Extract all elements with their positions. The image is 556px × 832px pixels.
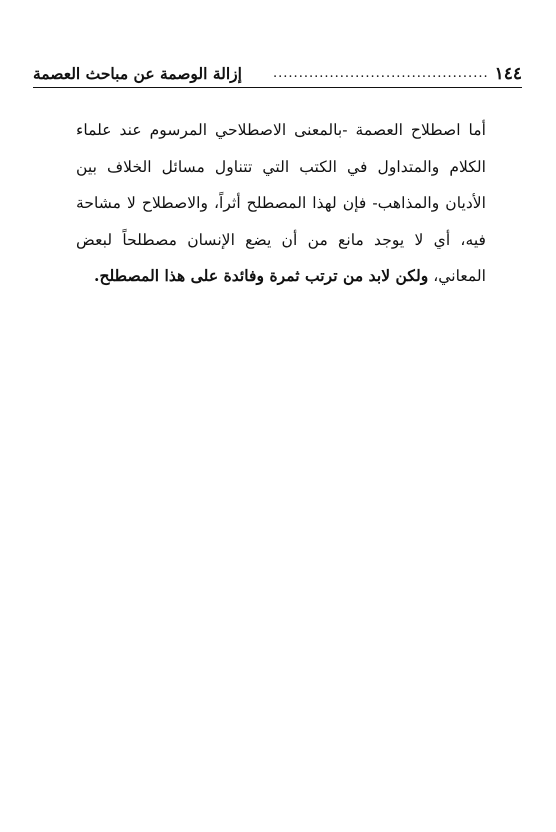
running-header [33, 62, 522, 88]
paragraph-normal-text: أما اصطلاح العصمة -بالمعنى الاصطلاحي المرسوم عند علماء الكلام والمتداول في الكتب التي تتناول مسائل الخلاف بين الأديان والمذاهب- فإن لهذا المصطلح أثراً، والاصطلاح لا مشاحة فيه، أي لا يوجد مانع من أن يضع الإنسان مصطلحاً لبعض المعاني، [76, 121, 486, 285]
book-title: إزالة الوصمة عن مباحث العصمة [33, 64, 242, 83]
paragraph-bold-text: ولكن لابد من ترتب ثمرة وفائدة على هذا المصطلح. [94, 266, 429, 285]
page-number: ١٤٤ [494, 64, 522, 84]
body-paragraph [76, 112, 486, 295]
header-leader-dots: .......................................... [273, 66, 489, 81]
